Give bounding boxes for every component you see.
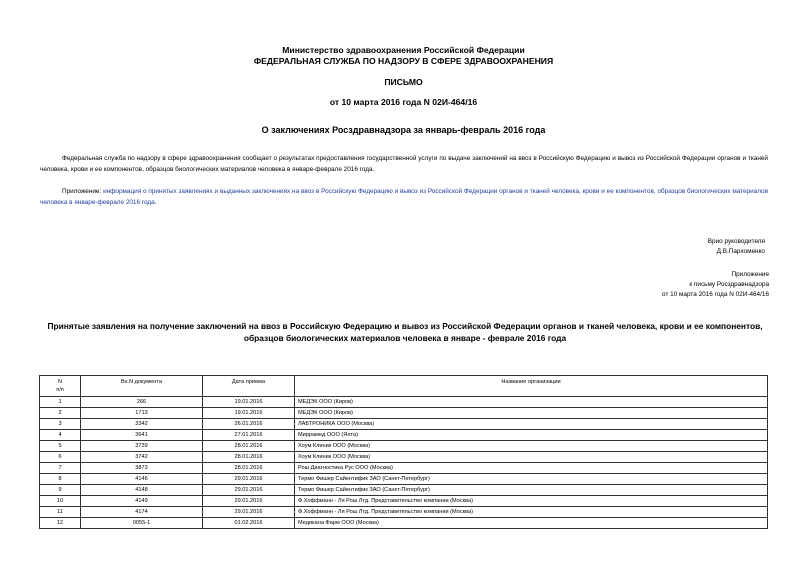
- row-date: 01.02.2016: [203, 518, 295, 529]
- row-doc-number: 1713: [81, 408, 203, 419]
- document-type: ПИСЬМО: [384, 77, 423, 87]
- attachment-link[interactable]: информация о принятых заявлениях и выданных заключениях на ввоз в Российскую Федерацию и вывоз из Российской Федерации органов и тканей человека, крови и ее компонентов, образцов биологических материалов человека в январе-феврале 2016 года: [40, 188, 768, 206]
- row-date: 26.01.2016: [203, 419, 295, 430]
- row-number: 8: [40, 474, 81, 485]
- row-organization: Рош Диагностика Рус ООО (Москва): [295, 463, 768, 474]
- row-number: 2: [40, 408, 81, 419]
- attachment-prefix: Приложение:: [62, 188, 104, 195]
- row-number: 11: [40, 507, 81, 518]
- annex-line-1: Приложение: [731, 271, 769, 278]
- table-row: [40, 452, 768, 463]
- row-organization: ЛАБТРОНИКА ООО (Москва): [295, 419, 768, 430]
- row-number: 5: [40, 441, 81, 452]
- header-number-line-1: N: [57, 379, 63, 385]
- table-body: [40, 397, 768, 529]
- row-number: 3: [40, 419, 81, 430]
- row-doc-number: 3739: [81, 441, 203, 452]
- row-doc-number: 4149: [81, 496, 203, 507]
- table-row: [40, 419, 768, 430]
- row-date: 29.01.2016: [203, 496, 295, 507]
- row-doc-number: 4148: [81, 485, 203, 496]
- document-date-number: от 10 марта 2016 года N 02И-464/16: [329, 97, 478, 107]
- table-header-row: [40, 376, 768, 397]
- signature-block: [708, 237, 765, 257]
- row-doc-number: 3873: [81, 463, 203, 474]
- service-name: ФЕДЕРАЛЬНАЯ СЛУЖБА ПО НАДЗОРУ В СФЕРЕ ЗДРАВООХРАНЕНИЯ: [253, 56, 554, 66]
- annex-line-3: от 10 марта 2016 года N 02И-464/16: [662, 291, 769, 298]
- row-number: 1: [40, 397, 81, 408]
- attachment-paragraph: [40, 187, 768, 208]
- row-number: 9: [40, 485, 81, 496]
- row-doc-number: 4146: [81, 474, 203, 485]
- row-organization: Ф.Хоффманн - Ля Рош Лтд. Представительство компании (Москва): [295, 507, 768, 518]
- table-row: [40, 518, 768, 529]
- table-row: [40, 397, 768, 408]
- row-doc-number: 3342: [81, 419, 203, 430]
- row-date: 28.01.2016: [203, 441, 295, 452]
- row-doc-number: 0055-1: [81, 518, 203, 529]
- header-number: [40, 376, 81, 397]
- annex-block: [662, 270, 769, 300]
- row-organization: Ф.Хоффманн - Ля Рош Лтд. Представительство компании (Москва): [295, 496, 768, 507]
- table-row: [40, 485, 768, 496]
- row-date: 28.01.2016: [203, 452, 295, 463]
- row-date: 29.01.2016: [203, 474, 295, 485]
- row-doc-number: 3641: [81, 430, 203, 441]
- row-number: 12: [40, 518, 81, 529]
- row-date: 19.01.2016: [203, 397, 295, 408]
- table-row: [40, 463, 768, 474]
- row-date: 29.01.2016: [203, 507, 295, 518]
- row-date: 27.01.2016: [203, 430, 295, 441]
- row-date: 28.01.2016: [203, 463, 295, 474]
- header-date: Дата приема: [203, 376, 295, 397]
- annex-line-2: к письму Росздравнадзора: [689, 281, 769, 288]
- table-row: [40, 430, 768, 441]
- body-paragraph: Федеральная служба по надзору в сфере здравоохранения сообщает о результатах предоставления государственной услуги по выдаче заключений на ввоз в Российскую Федерацию и вывоз из Российской Федерации органов и тканей человека, крови и ее компонентов, образцов биологических материалов человека в январе-феврале 2016 года.: [40, 155, 768, 173]
- row-doc-number: 266: [81, 397, 203, 408]
- row-doc-number: 3742: [81, 452, 203, 463]
- row-doc-number: 4174: [81, 507, 203, 518]
- document-title: О заключениях Росздравнадзора за январь-февраль 2016 года: [261, 125, 546, 135]
- row-organization: Миррамед ООО (Ялта): [295, 430, 768, 441]
- row-organization: Термо Фишер Сайентифик ЗАО (Санкт-Петербург): [295, 485, 768, 496]
- table-row: [40, 441, 768, 452]
- row-organization: Хоум Клиник ООО (Москва): [295, 452, 768, 463]
- signature-position: Врио руководителя: [707, 238, 765, 245]
- row-number: 4: [40, 430, 81, 441]
- header-doc-number: Вх.N документа: [81, 376, 203, 397]
- row-date: 19.01.2016: [203, 408, 295, 419]
- attachment-suffix: .: [154, 198, 157, 206]
- applications-table: [39, 375, 768, 529]
- row-organization: Хоум Клиник ООО (Москва): [295, 441, 768, 452]
- row-organization: МЕДЭК ООО (Киров): [295, 408, 768, 419]
- table-row: [40, 408, 768, 419]
- row-organization: МЕДЭК ООО (Киров): [295, 397, 768, 408]
- header-number-line-2: п/п: [56, 387, 64, 393]
- row-number: 10: [40, 496, 81, 507]
- row-organization: Медикана Фарм ООО (Москва): [295, 518, 768, 529]
- table-row: [40, 496, 768, 507]
- ministry-name: Министерство здравоохранения Российской Федерации: [282, 45, 525, 55]
- signature-name: Д.В.Пархоменко: [716, 248, 765, 255]
- table-row: [40, 507, 768, 518]
- header-organization: Название организации: [295, 376, 768, 397]
- table-title: Принятые заявления на получение заключений на ввоз в Российскую Федерацию и вывоз из Российской Федерации органов и тканей человека, крови и ее компонентов, образцов биологических материалов человека в январе - феврале 2016 года: [47, 321, 763, 343]
- table-row: [40, 474, 768, 485]
- row-date: 29.01.2016: [203, 485, 295, 496]
- row-organization: Термо Фишер Сайентифик ЗАО (Санкт-Петербург): [295, 474, 768, 485]
- row-number: 6: [40, 452, 81, 463]
- row-number: 7: [40, 463, 81, 474]
